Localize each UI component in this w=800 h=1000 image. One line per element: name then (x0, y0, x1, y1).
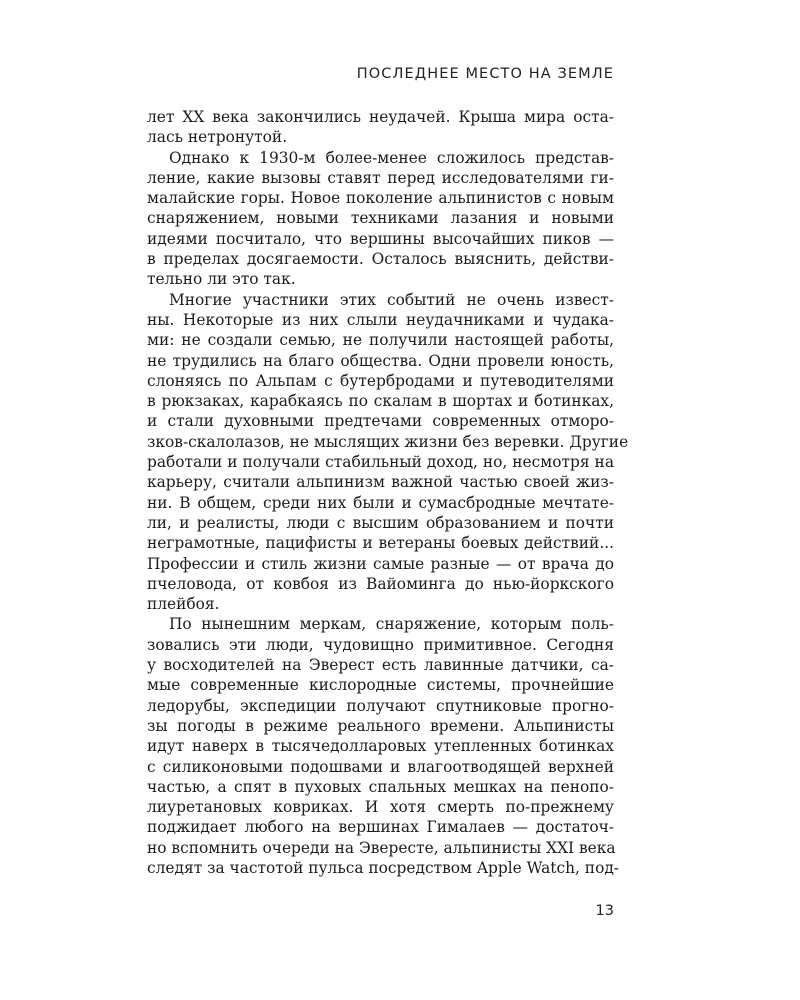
text-line: поджидает любого на вершинах Гималаев — достаточ- (147, 818, 614, 837)
text-line: не трудились на благо общества. Одни провели юность, (147, 351, 614, 370)
text-line: идеями посчитало, что вершины высочайших пиков — (147, 229, 614, 248)
text-line: и стали духовными предтечами современных отморо- (147, 412, 614, 431)
text-line: снаряжением, новыми техниками лазания и новыми (147, 209, 614, 228)
text-line: лет XX века закончились неудачей. Крыша мира оста- (147, 108, 614, 126)
text-line: неграмотные, пацифисты и ветераны боевых действий... (147, 534, 614, 553)
text-line: ни. В общем, среди них были и сумасбродные мечтате- (147, 493, 614, 512)
text-line: малайские горы. Новое поколение альпинистов с новым (147, 189, 614, 208)
text-line: частью, а спят в пуховых спальных мешках на пенопо- (147, 777, 614, 796)
running-head-title: ПОСЛЕДНЕЕ МЕСТО НА ЗЕМЛЕ (356, 66, 614, 82)
text-line: зовались эти люди, чудовищно примитивное. Сегодня (147, 635, 614, 654)
text-line: следят за частотой пульса посредством Apple Watch, под- (147, 858, 620, 877)
text-line: лась нетронутой. (147, 128, 288, 147)
text-line: слоняясь по Альпам с бутербродами и путеводителями (147, 371, 614, 390)
text-line: в пределах досягаемости. Осталось выяснить, действи- (147, 250, 614, 269)
text-line: плейбоя. (147, 595, 220, 614)
text-line: у восходителей на Эверест есть лавинные датчики, са- (147, 656, 614, 675)
text-line: По нынешним меркам, снаряжение, которым поль- (169, 615, 614, 634)
page-number: 13 (595, 903, 614, 919)
text-line: зков-скалолазов, не мыслящих жизни без веревки. Другие (147, 432, 629, 451)
text-line: пчеловода, от ковбоя из Вайоминга до нью-йоркского (147, 574, 614, 593)
text-line: ны. Некоторые из них слыли неудачниками и чудака- (147, 310, 614, 329)
text-line: ми: не создали семью, не получили настоящей работы, (147, 331, 614, 350)
text-line: зы погоды в режиме реального времени. Альпинисты (147, 716, 614, 735)
text-line: мые современные кислородные системы, прочнейшие (147, 676, 614, 695)
text-line: Многие участники этих событий не очень извест- (169, 290, 614, 309)
body-text (147, 107, 629, 878)
text-line: ление, какие вызовы ставят перед исследователями ги- (147, 168, 614, 187)
text-line: но вспомнить очереди на Эвересте, альпинисты XXI века (147, 838, 616, 857)
text-line: карьеру, считали альпинизм важной частью своей жиз- (147, 473, 614, 492)
text-line: лиуретановых ковриках. И хотя смерть по-прежнему (147, 798, 614, 817)
text-line: ледорубы, экспедиции получают спутниковые прогно- (147, 696, 614, 715)
text-line: Профессии и стиль жизни самые разные — от врача до (147, 554, 614, 573)
text-line: тельно ли это так. (147, 270, 296, 289)
text-line: ли, и реалисты, люди с высшим образованием и почти (147, 513, 614, 532)
text-line: работали и получали стабильный доход, но, несмотря на (147, 453, 614, 472)
text-line: в рюкзаках, карабкаясь по скалам в шортах и ботинках, (147, 392, 614, 411)
text-line: Однако к 1930-м более-менее сложилось представ- (169, 148, 614, 167)
text-line: идут наверх в тысячедолларовых утепленных ботинках (147, 737, 614, 756)
text-line: с силиконовыми подошвами и влагоотводящей верхней (147, 757, 614, 776)
